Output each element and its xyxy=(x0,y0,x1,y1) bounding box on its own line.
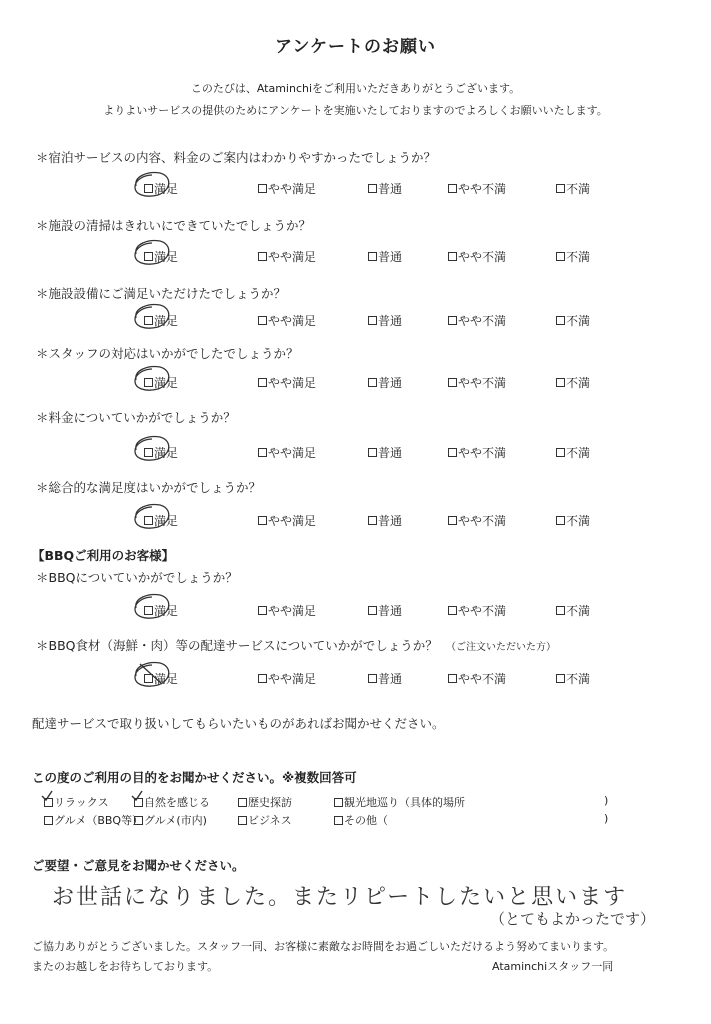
rating-option-label: やや満足 xyxy=(268,314,317,328)
rating-option-somewhat-dissatisfied[interactable] xyxy=(448,312,506,329)
checkbox[interactable] xyxy=(448,674,457,683)
checkbox[interactable] xyxy=(556,606,565,615)
checkbox[interactable] xyxy=(556,184,565,193)
rating-option-somewhat-satisfied[interactable] xyxy=(258,180,316,197)
rating-option-neutral[interactable] xyxy=(368,444,402,461)
checkbox[interactable] xyxy=(258,448,267,457)
checkbox[interactable] xyxy=(448,252,457,261)
purpose-option[interactable] xyxy=(238,794,292,810)
checkbox[interactable] xyxy=(556,316,565,325)
checkbox[interactable] xyxy=(258,516,267,525)
rating-option-label: やや満足 xyxy=(268,672,317,686)
handwritten-check-icon xyxy=(131,790,143,802)
checkbox[interactable] xyxy=(448,606,457,615)
closing-paren: ) xyxy=(604,812,609,825)
rating-option-satisfied[interactable] xyxy=(144,602,178,619)
intro-line-2: よりよいサービスの提供のためにアンケートを実施いたしておりますのでよろしくお願いいたします。 xyxy=(103,104,608,117)
rating-option-label: やや不満 xyxy=(458,446,507,460)
rating-option-somewhat-dissatisfied[interactable] xyxy=(448,512,506,529)
rating-option-label: 不満 xyxy=(566,604,591,618)
checkbox[interactable] xyxy=(134,816,143,825)
question-text: ＊総合的な満足度はいかがでしょうか？ xyxy=(36,480,262,495)
rating-option-label: 普通 xyxy=(378,514,403,528)
rating-option-neutral[interactable] xyxy=(368,312,402,329)
rating-option-label: やや満足 xyxy=(268,250,317,264)
checkbox[interactable] xyxy=(368,674,377,683)
checkbox[interactable] xyxy=(448,184,457,193)
checkbox[interactable] xyxy=(368,184,377,193)
rating-option-label: 普通 xyxy=(378,672,403,686)
purpose-option[interactable] xyxy=(238,812,292,828)
rating-option-dissatisfied[interactable] xyxy=(556,374,590,391)
rating-option-label: 不満 xyxy=(566,672,591,686)
rating-option-label: 満足 xyxy=(154,182,179,196)
handwritten-comment-line-1: お世話になりました。またリピートしたいと思います xyxy=(52,885,628,910)
rating-option-label: やや不満 xyxy=(458,376,507,390)
rating-option-neutral[interactable] xyxy=(368,670,402,687)
rating-option-somewhat-dissatisfied[interactable] xyxy=(448,374,506,391)
question-text: ＊宿泊サービスの内容、料金のご案内はわかりやすかったでしょうか？ xyxy=(36,150,437,165)
rating-option-somewhat-dissatisfied[interactable] xyxy=(448,248,506,265)
checkbox[interactable] xyxy=(448,316,457,325)
rating-option-label: 満足 xyxy=(154,250,179,264)
rating-option-neutral[interactable] xyxy=(368,512,402,529)
checkbox[interactable] xyxy=(448,448,457,457)
purpose-heading: この度のご利用の目的をお聞かせください。※複数回答可 xyxy=(32,770,357,785)
intro-line-1: このたびは、Ataminchiをご利用いただきありがとうございます。 xyxy=(190,82,521,95)
rating-option-label: やや満足 xyxy=(268,376,317,390)
rating-option-label: やや満足 xyxy=(268,182,317,196)
rating-option-dissatisfied[interactable] xyxy=(556,602,590,619)
rating-option-label: 不満 xyxy=(566,376,591,390)
purpose-option-label: 歴史探訪 xyxy=(248,796,292,809)
rating-option-label: 普通 xyxy=(378,182,403,196)
handwritten-comment-line-2: （とてもよかったです） xyxy=(490,910,656,928)
rating-option-label: 満足 xyxy=(154,314,179,328)
checkbox[interactable] xyxy=(556,378,565,387)
purpose-option-label: グルメ(市内) xyxy=(144,814,207,827)
bbq-section-heading: 【BBQご利用のお客様】 xyxy=(32,548,175,563)
rating-option-neutral[interactable] xyxy=(368,374,402,391)
checkbox[interactable] xyxy=(368,448,377,457)
rating-option-neutral[interactable] xyxy=(368,602,402,619)
footer-thanks: ご協力ありがとうございました。スタッフ一同、お客様に素敵なお時間をお過ごしいただけるよう努めてまいります。 xyxy=(32,940,615,953)
rating-option-label: 不満 xyxy=(566,182,591,196)
rating-option-label: 満足 xyxy=(154,672,179,686)
rating-option-label: やや満足 xyxy=(268,604,317,618)
purpose-option-label: その他（ xyxy=(344,814,388,827)
rating-option-neutral[interactable] xyxy=(368,248,402,265)
rating-option-satisfied[interactable] xyxy=(144,444,178,461)
purpose-option-label: 観光地巡り（具体的場所 xyxy=(344,796,465,809)
rating-option-label: 普通 xyxy=(378,446,403,460)
purpose-option-label: グルメ（BBQ等） xyxy=(54,814,144,827)
checkbox[interactable] xyxy=(448,378,457,387)
rating-option-label: 不満 xyxy=(566,514,591,528)
rating-option-somewhat-satisfied[interactable] xyxy=(258,248,316,265)
rating-option-label: やや不満 xyxy=(458,604,507,618)
question-text: ＊スタッフの対応はいかがでしたでしょうか？ xyxy=(36,346,299,361)
rating-option-label: 普通 xyxy=(378,604,403,618)
checkbox[interactable] xyxy=(238,798,247,807)
rating-option-label: やや不満 xyxy=(458,672,507,686)
rating-option-satisfied[interactable] xyxy=(144,374,178,391)
rating-option-somewhat-dissatisfied[interactable] xyxy=(448,180,506,197)
rating-option-dissatisfied[interactable] xyxy=(556,248,590,265)
rating-option-label: やや不満 xyxy=(458,314,507,328)
checkbox[interactable] xyxy=(334,798,343,807)
checkbox[interactable] xyxy=(258,184,267,193)
rating-option-satisfied[interactable] xyxy=(144,312,178,329)
checkbox[interactable] xyxy=(258,674,267,683)
rating-option-label: やや不満 xyxy=(458,514,507,528)
rating-option-somewhat-satisfied[interactable] xyxy=(258,374,316,391)
checkbox[interactable] xyxy=(238,816,247,825)
checkbox[interactable] xyxy=(368,316,377,325)
purpose-option[interactable] xyxy=(134,794,210,810)
rating-option-somewhat-satisfied[interactable] xyxy=(258,444,316,461)
rating-option-label: 満足 xyxy=(154,604,179,618)
checkbox[interactable] xyxy=(144,378,153,387)
rating-option-label: 満足 xyxy=(154,514,179,528)
rating-option-satisfied[interactable] xyxy=(144,248,178,265)
checkbox[interactable] xyxy=(144,316,153,325)
rating-option-dissatisfied[interactable] xyxy=(556,444,590,461)
checkbox[interactable] xyxy=(44,816,53,825)
checkbox[interactable] xyxy=(144,448,153,457)
checkbox[interactable] xyxy=(144,252,153,261)
rating-option-label: 不満 xyxy=(566,250,591,264)
rating-option-somewhat-satisfied[interactable] xyxy=(258,670,316,687)
page-title: アンケートのお願い xyxy=(275,37,436,57)
delivery-request-prompt: 配達サービスで取り扱いしてもらいたいものがあればお聞かせください。 xyxy=(32,716,445,731)
checkbox[interactable] xyxy=(368,252,377,261)
checkbox[interactable] xyxy=(144,184,153,193)
checkbox[interactable] xyxy=(258,606,267,615)
checkbox[interactable] xyxy=(368,606,377,615)
rating-option-somewhat-dissatisfied[interactable] xyxy=(448,444,506,461)
checkbox[interactable] xyxy=(144,674,153,683)
rating-option-dissatisfied[interactable] xyxy=(556,512,590,529)
question-text: ＊施設の清掃はきれいにできていたでしょうか？ xyxy=(36,218,312,233)
checkbox[interactable] xyxy=(556,516,565,525)
rating-option-label: やや満足 xyxy=(268,446,317,460)
checkbox[interactable] xyxy=(334,816,343,825)
footer-closing: またのお越しをお待ちしております。 xyxy=(32,960,219,973)
checkbox[interactable] xyxy=(144,606,153,615)
question-text: ＊施設設備にご満足いただけたでしょうか？ xyxy=(36,286,287,301)
rating-option-somewhat-satisfied[interactable] xyxy=(258,512,316,529)
purpose-option[interactable] xyxy=(334,794,465,810)
checkbox[interactable] xyxy=(448,516,457,525)
purpose-option[interactable] xyxy=(334,812,388,828)
question-text: ＊料金についていかがでしょうか？ xyxy=(36,410,236,425)
rating-option-label: 不満 xyxy=(566,314,591,328)
checkbox[interactable] xyxy=(368,378,377,387)
rating-option-satisfied[interactable] xyxy=(144,512,178,529)
rating-option-dissatisfied[interactable] xyxy=(556,180,590,197)
rating-option-label: やや不満 xyxy=(458,250,507,264)
purpose-option-label: 自然を感じる xyxy=(144,796,210,809)
rating-option-somewhat-satisfied[interactable] xyxy=(258,312,316,329)
purpose-option[interactable] xyxy=(44,812,143,828)
rating-option-label: やや不満 xyxy=(458,182,507,196)
closing-paren: ) xyxy=(604,794,609,807)
checkbox[interactable] xyxy=(258,378,267,387)
checkbox[interactable] xyxy=(556,252,565,261)
rating-option-satisfied[interactable] xyxy=(144,670,178,687)
rating-option-label: やや満足 xyxy=(268,514,317,528)
comments-heading: ご要望・ご意見をお聞かせください。 xyxy=(32,858,245,873)
rating-option-label: 不満 xyxy=(566,446,591,460)
checkbox[interactable] xyxy=(556,674,565,683)
rating-option-satisfied[interactable] xyxy=(144,180,178,197)
rating-option-somewhat-dissatisfied[interactable] xyxy=(448,670,506,687)
rating-option-label: 満足 xyxy=(154,446,179,460)
checkbox[interactable] xyxy=(258,252,267,261)
checkbox[interactable] xyxy=(258,316,267,325)
question-text: ＊BBQ食材（海鮮・肉）等の配達サービスについていかがでしょうか？ xyxy=(36,638,438,653)
rating-option-somewhat-satisfied[interactable] xyxy=(258,602,316,619)
rating-option-label: 普通 xyxy=(378,376,403,390)
purpose-option[interactable] xyxy=(134,812,207,828)
checkbox[interactable] xyxy=(144,516,153,525)
rating-option-somewhat-dissatisfied[interactable] xyxy=(448,602,506,619)
rating-option-label: 普通 xyxy=(378,314,403,328)
question-note: （ご注文いただいた方） xyxy=(446,642,556,653)
handwritten-check-icon xyxy=(41,790,53,802)
rating-option-dissatisfied[interactable] xyxy=(556,312,590,329)
question-text: ＊BBQについていかがでしょうか？ xyxy=(36,570,238,585)
rating-option-neutral[interactable] xyxy=(368,180,402,197)
rating-option-dissatisfied[interactable] xyxy=(556,670,590,687)
purpose-option-label: リラックス xyxy=(54,796,109,809)
purpose-option[interactable] xyxy=(44,794,109,810)
checkbox[interactable] xyxy=(368,516,377,525)
checkbox[interactable] xyxy=(556,448,565,457)
purpose-option-label: ビジネス xyxy=(248,814,292,827)
rating-option-label: 普通 xyxy=(378,250,403,264)
footer-signature: Ataminchiスタッフ一同 xyxy=(492,960,614,973)
rating-option-label: 満足 xyxy=(154,376,179,390)
